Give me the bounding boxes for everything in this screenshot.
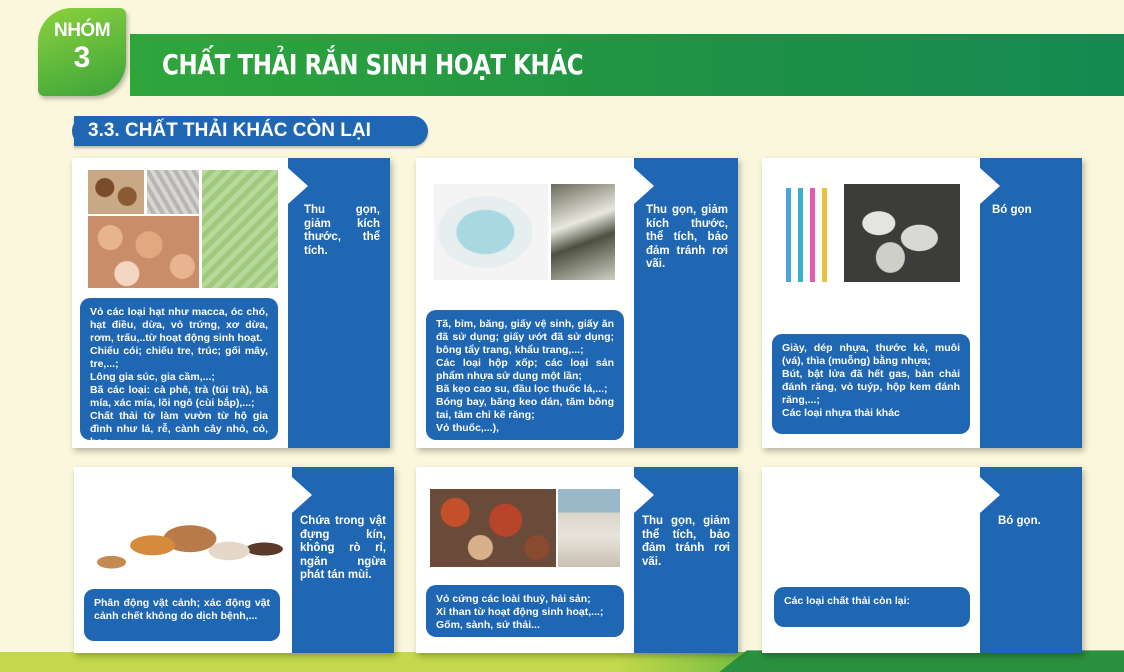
page-title: CHẤT THẢI RẮN SINH HOẠT KHÁC xyxy=(162,48,584,81)
desc-line: Bóng bay, băng keo dán, tăm bông tai, tăm chỉ kẽ răng; xyxy=(436,396,614,421)
group-number: 3 xyxy=(73,41,91,74)
desc-line: Tã, bỉm, băng, giấy vệ sinh, giấy ăn đã sử dụng; giấy ướt đã sử dụng; bông tẩy trang, khẩu trang,...; xyxy=(436,318,614,356)
card-side-text: Thu gọn, giảm kích thước, thể tích. xyxy=(304,204,380,257)
card-description xyxy=(84,589,280,641)
eggshells-image xyxy=(88,216,199,288)
shoes-image xyxy=(844,184,960,282)
desc-line: Xỉ than từ hoạt động sinh hoạt,...; xyxy=(436,606,604,618)
card-description xyxy=(426,310,624,440)
desc-line: Các loại hộp xốp; các loại sản phẩm nhựa sử dụng một lần; xyxy=(436,357,614,382)
card-side-text: Bó gọn xyxy=(992,204,1032,216)
desc-line: Phân động vật cảnh; xác động vật cảnh chết không do dịch bệnh,... xyxy=(94,597,270,622)
card-side-text: Thu gọn, giảm thể tích, bảo đảm tránh rơi vãi. xyxy=(642,515,730,568)
card-pet-waste xyxy=(74,467,394,653)
desc-line: Các loại chất thải còn lại: xyxy=(784,595,911,607)
desc-line: Bút, bật lửa đã hết gas, bàn chải đánh răng, vỏ tuýp, hộp kem đánh răng,...; xyxy=(782,368,960,406)
card-description xyxy=(426,585,624,637)
desc-line: Bã các loại: cà phê, trà (túi trà), bã mía, xác mía, lõi ngô (cùi bắp),...; xyxy=(90,384,268,409)
card-side-text: Chứa trong vật đựng kín, không rò rỉ, ngăn ngừa phát tán mùi. xyxy=(300,515,386,581)
card-side-text: Thu gọn, giảm kích thước, thể tích, bảo đảm tránh rơi vãi. xyxy=(646,204,728,270)
rolled-mat-image xyxy=(202,170,278,288)
card-side-panel xyxy=(634,467,738,653)
seafood-image xyxy=(430,489,556,567)
card-organic-misc xyxy=(72,158,390,448)
diaper-image xyxy=(434,184,548,280)
desc-line: Giày, dép nhựa, thước kẻ, muôi (vá), thìa (muỗng) bằng nhựa; xyxy=(782,342,960,367)
card-plastic-items xyxy=(762,158,1082,448)
card-side-panel xyxy=(288,158,390,448)
desc-line: Gốm, sành, sứ thải... xyxy=(436,619,540,631)
desc-line: Chiếu cói; chiếu tre, trúc; gối mây, tre,...; xyxy=(90,345,268,370)
desc-line: Vỏ cứng các loài thuỷ, hải sản; xyxy=(436,593,591,605)
card-remaining-waste xyxy=(762,467,1082,653)
desc-line: Các loại nhựa thải khác xyxy=(782,407,900,419)
group-label: NHÓM xyxy=(53,20,111,41)
desc-line: Lông gia súc, gia cầm,...; xyxy=(90,371,215,383)
desc-line: Vỏ thuốc,...), xyxy=(436,422,499,434)
group-badge xyxy=(38,8,126,96)
nuts-image xyxy=(88,170,144,214)
desc-line: Bã kẹo cao su, đầu lọc thuốc lá,...; xyxy=(436,383,608,395)
card-hygiene-waste xyxy=(416,158,738,448)
pets-image xyxy=(88,487,284,581)
card-description xyxy=(774,587,970,627)
card-description xyxy=(772,334,970,434)
section-title: 3.3. CHẤT THẢI KHÁC CÒN LẠI xyxy=(74,116,428,146)
desc-line: Chất thải từ làm vườn từ hộ gia đình như lá, rễ, cành cây nhỏ, cỏ, hoa,... xyxy=(90,410,268,448)
feathers-image xyxy=(147,170,199,214)
card-side-text: Bó gọn. xyxy=(998,515,1041,527)
card-side-panel xyxy=(292,467,394,653)
card-side-panel xyxy=(980,158,1082,448)
pens-image xyxy=(782,188,834,282)
card-shells-ceramics xyxy=(416,467,738,653)
card-side-panel xyxy=(634,158,738,448)
foam-boxes-image xyxy=(551,184,615,280)
card-side-panel xyxy=(980,467,1082,653)
ceramics-image xyxy=(558,489,620,567)
card-description xyxy=(80,298,278,448)
desc-line: Vỏ các loại hạt như macca, óc chó, hạt điều, dừa, vỏ trứng, xơ dừa, rơm, trấu,..từ hoạt động sinh hoạt. xyxy=(90,306,268,344)
